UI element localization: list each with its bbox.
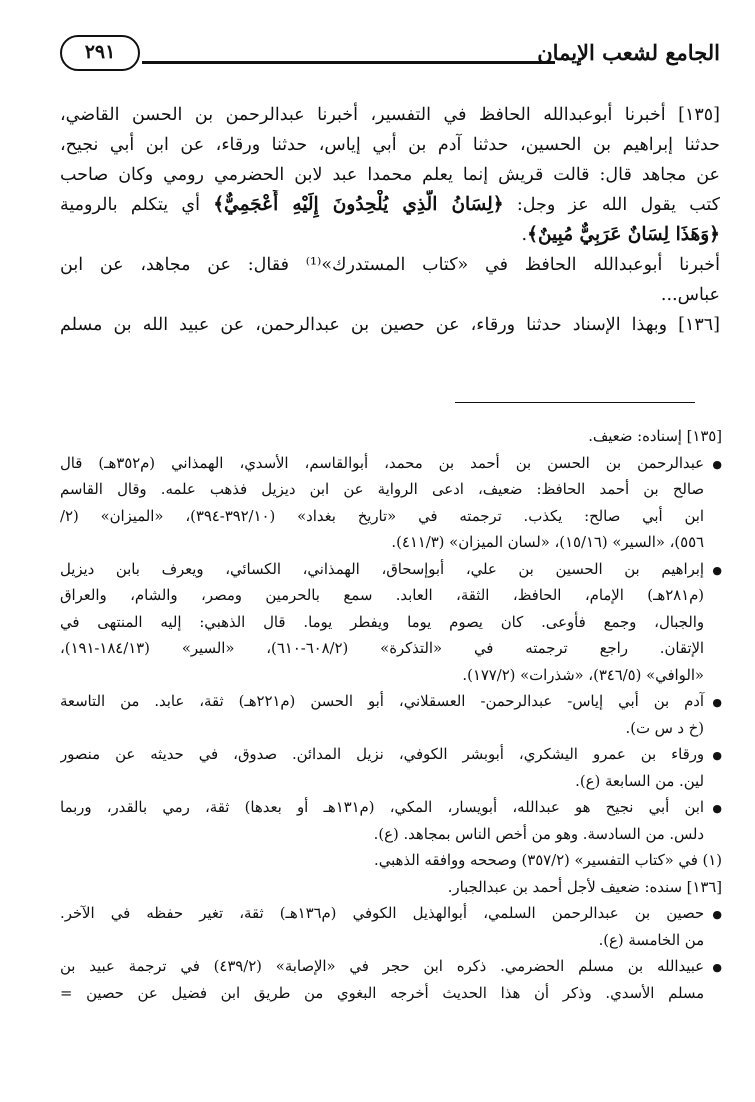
narrator-line: والجبال، وجمع فأوعى. كان يصوم يوما ويفطر يوما. قال الذهبي: إليه المنتهى في (60, 613, 704, 631)
book-title: الجامع لشعب الإيمان (537, 40, 720, 65)
notes-section (60, 424, 722, 1007)
narrator-line: ● إبراهيم بن الحسين بن علي، أبوإسحاق، الهمذاني، الكسائي، ويعرف بابن ديزيل (60, 557, 722, 584)
narrator-line: ابن أبي صالح: يكذب. ترجمته في «تاريخ بغداد» (٣٩٢/١٠-٣٩٤)، «الميزان» (٢/ (60, 507, 704, 525)
narrator-line: صالح بن أحمد الحافظ: ضعيف، ادعى الرواية عن ابن ديزيل فذهب علمه. وقال القاسم (60, 481, 704, 498)
narrator-line: (م٢٨١هـ) الإمام، الحافظ، الثقة، العابد. سمع بالحرمين ومصر، والشام، والعراق (60, 587, 704, 604)
text-line: أخبرنا أبوعبدالله الحافظ في «كتاب المستدرك»⁽¹⁾ فقال: عن مجاهد، عن ابن (60, 255, 720, 275)
narrator-line: ٥٥٦)، «السير» (١٥/١٦)، «لسان الميزان» (٤١١/٣). (391, 534, 704, 551)
narrator-line: «الوافي» (٣٤٦/٥)، «شذرات» (١٧٧/٢). (462, 666, 704, 684)
text-line: عن مجاهد قال: قالت قريش إنما يعلم محمدا عبد لابن الحضرمي رومي وكان صاحب (60, 165, 720, 185)
text-segment: أي يتكلم بالرومية (60, 195, 214, 215)
text-line: عباس... (660, 285, 720, 305)
text-line: [١٣٦] وبهذا الإسناد حدثنا ورقاء، عن حصين بن عبدالرحمن، عن عبيد الله بن مسلم (60, 315, 720, 335)
header-rule (142, 61, 555, 64)
text-segment: . (521, 225, 528, 245)
note-title: [١٣٥] إسناده: ضعيف. (588, 428, 722, 445)
narrator-line: لين. من السابعة (ع). (575, 772, 704, 790)
page-number-badge: ٢٩١ (60, 35, 140, 71)
narrator-line: من الخامسة (ع). (598, 931, 704, 949)
narrator-line: ● عبدالرحمن بن الحسن بن أحمد بن محمد، أبوالقاسم، الأسدي، الهمذاني (م٣٥٢هـ) قال (60, 451, 722, 478)
note-title: [١٣٦] سنده: ضعيف لأجل أحمد بن عبدالجبار. (447, 878, 722, 896)
narrator-line: ● ابن أبي نجيح هو عبدالله، أبويسار، المكي، (م١٣١هـ أو بعدها) ثقة، رمي بالقدر، وربما (60, 795, 722, 822)
text-line-with-verse (60, 220, 720, 250)
text-segment: كتب يقول الله عز وجل: (503, 195, 720, 215)
text-line: [١٣٥] أخبرنا أبوعبدالله الحافظ في التفسير، أخبرنا عبدالرحمن بن الحسن القاضي، (60, 105, 720, 125)
quran-verse: ﴿وَهَذَا لِسَانٌ عَرَبِيٌّ مُبِينٌ﴾ (527, 224, 720, 245)
narrator-line: ● آدم بن أبي إياس- عبدالرحمن- العسقلاني، أبو الحسن (م٢٢١هـ) ثقة، عابد. من التاسعة (60, 689, 722, 716)
narrator-line: دلس. من السادسة. وهو من أخص الناس بمجاهد. (ع). (373, 825, 704, 843)
text-line-with-verse (60, 190, 720, 220)
running-header (60, 30, 720, 80)
narrator-line: ● عبيدالله بن مسلم الحضرمي. ذكره ابن حجر في «الإصابة» (٤٣٩/٢) في ترجمة عبيد بن (60, 954, 722, 981)
narrator-line: الإتقان. راجع ترجمته في «التذكرة» (٦٠٨/٢-٦١٠)، «السير» (١٨٤/١٣-١٩١)، (60, 640, 704, 657)
narrator-line: (خ د س ت). (625, 719, 704, 737)
narrator-line: ● حصين بن عبدالرحمن السلمي، أبوالهذيل الكوفي (م١٣٦هـ) ثقة، تغير حفظه في الآخر. (60, 901, 722, 928)
footnote-separator (455, 402, 695, 403)
footnote: (١) في «كتاب التفسير» (٣٥٧/٢) وصححه ووافقه الذهبي. (374, 852, 722, 869)
narrator-line: مسلم الأسدي. وذكر أن هذا الحديث أخرجه البغوي من طريق ابن فضيل عن حصين = (60, 984, 704, 1002)
text-line: حدثنا إبراهيم بن الحسين، حدثنا آدم بن أبي إياس، حدثنا ورقاء، عن ابن أبي نجيح، (60, 135, 720, 155)
narrator-line: ● ورقاء بن عمرو اليشكري، أبوبشر الكوفي، نزيل المدائن. صدوق، في حديثه عن منصور (60, 742, 722, 769)
main-text (60, 100, 720, 340)
quran-verse: ﴿لِسَانُ الَّذِي يُلْحِدُونَ إِلَيْهِ أَعْجَمِيٌّ﴾ (213, 194, 504, 215)
